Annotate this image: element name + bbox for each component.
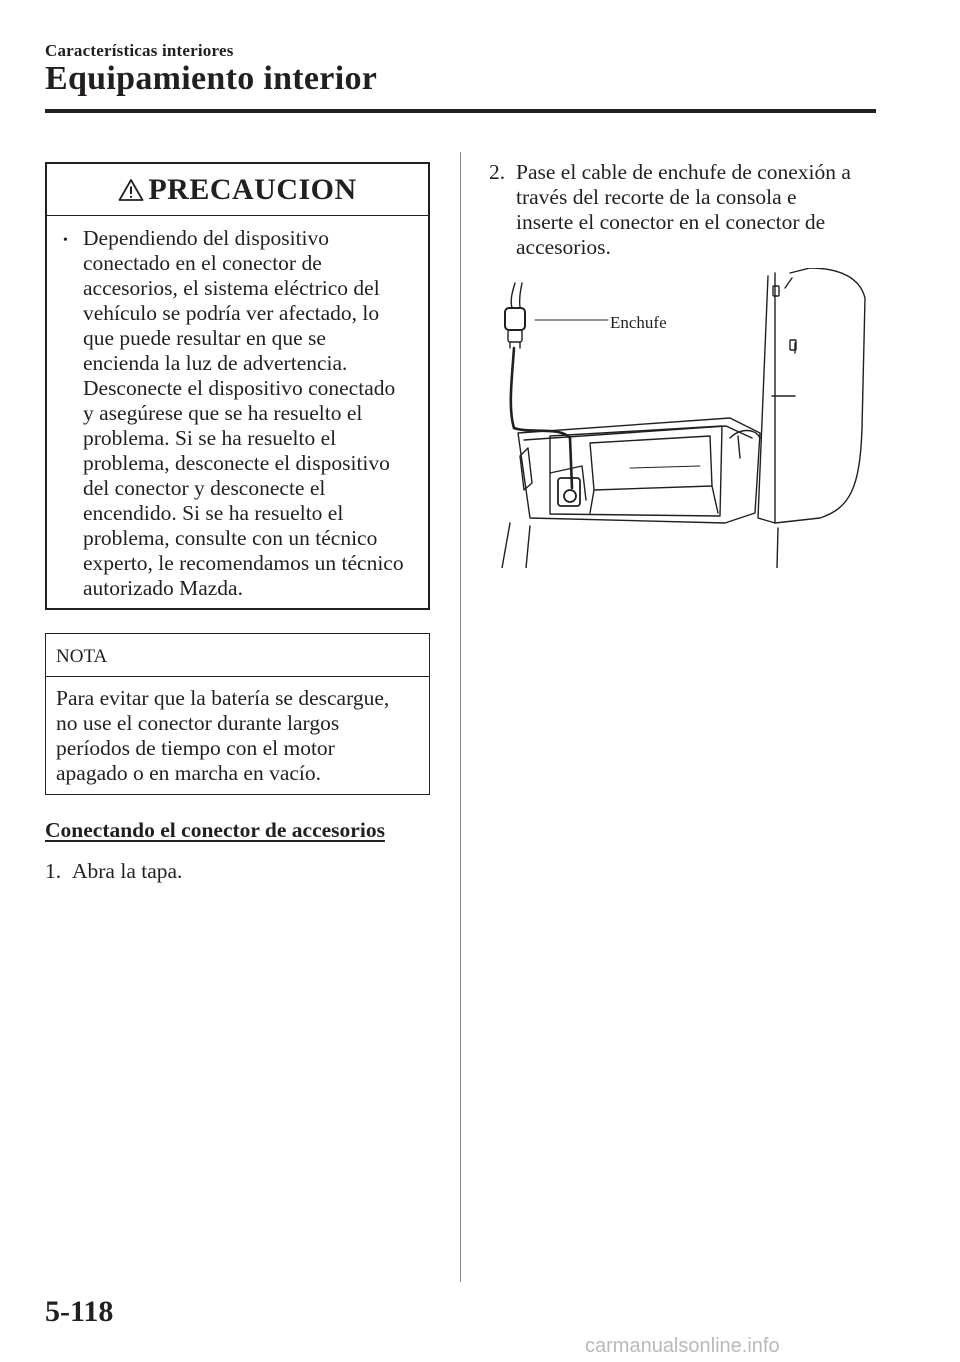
note-line: Para evitar que la batería se descargue, [56,686,390,710]
section-heading: Conectando el conector de accesorios [45,818,385,842]
step-line: inserte el conector en el conector de [516,210,826,234]
caution-line: problema, desconecte el dispositivo [83,451,390,475]
note-line: no use el conector durante largos [56,711,340,735]
caution-box [45,162,430,610]
step-text: Abra la tapa. [72,859,183,883]
section-label: Características interiores [45,41,234,60]
watermark: carmanualsonline.info [585,1335,780,1357]
page-number: 5-118 [45,1295,114,1328]
caution-line: vehículo se podría ver afectado, lo [83,301,380,325]
caution-header [47,164,428,216]
caution-line: encendido. Si se ha resuelto el [83,501,344,525]
caution-line: experto, le recomendamos un técnico [83,551,404,575]
caution-line: del conector y desconecte el [83,476,326,500]
caution-line: Dependiendo del dispositivo [83,226,330,250]
step-1 [45,859,425,884]
caution-text [47,216,428,601]
note-box [45,633,430,795]
step-line: accesorios. [516,235,611,259]
figure-label-enchufe: Enchufe [610,313,667,332]
caution-line: encienda la luz de advertencia. [83,351,348,375]
step-2 [489,160,879,260]
caution-line: que puede resultar en que se [83,326,326,350]
page-title: Equipamiento interior [45,60,378,97]
console-illustration [490,268,875,568]
header-rule [45,109,876,113]
caution-line: problema. Si se ha resuelto el [83,426,337,450]
caution-line: y asegúrese que se ha resuelto el [83,401,363,425]
caution-line: Desconecte el dispositivo conectado [83,376,396,400]
caution-line: accesorios, el sistema eléctrico del [83,276,380,300]
note-title: NOTA [46,634,429,677]
note-text [46,677,429,786]
note-line: períodos de tiempo con el motor [56,736,335,760]
step-number: 2. [489,160,506,184]
step-line: través del recorte de la consola e [516,185,797,209]
caution-line: autorizado Mazda. [83,576,243,600]
note-line: apagado o en marcha en vacío. [56,761,322,785]
caution-line: conectado en el conector de [83,251,322,275]
bullet-dot: • [63,233,68,248]
warning-triangle-icon [118,178,144,202]
column-divider [460,152,461,1282]
caution-title: PRECAUCION [148,172,357,206]
step-number: 1. [45,859,62,883]
step-line: Pase el cable de enchufe de conexión a [516,160,851,184]
step-text [516,160,879,260]
caution-line: problema, consulte con un técnico [83,526,378,550]
